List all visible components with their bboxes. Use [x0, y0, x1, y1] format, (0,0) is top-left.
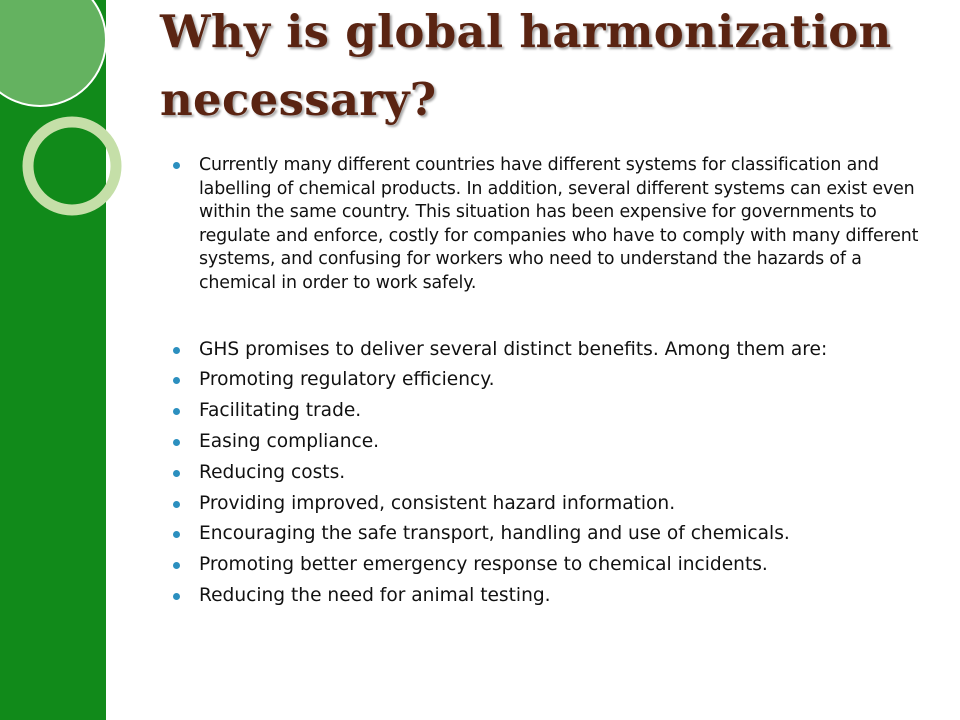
- bullet-item: [166, 365, 928, 396]
- bullet-dot-icon: [173, 408, 180, 415]
- bullet-text: Easing compliance.: [199, 430, 380, 452]
- bullet-dot-icon: [173, 347, 180, 354]
- bullet-item: [166, 396, 928, 427]
- bullet-text: Encouraging the safe transport, handling and use of chemicals.: [199, 523, 790, 545]
- bullet-text: Promoting regulatory efficiency.: [199, 369, 495, 391]
- ring-circle: [28, 122, 116, 210]
- bullet-item: [166, 335, 928, 366]
- bullet-dot-icon: [173, 531, 180, 538]
- bullet-text: Promoting better emergency response to chemical incidents.: [199, 554, 768, 576]
- bullet-item: [166, 550, 928, 581]
- bullet-dot-icon: [173, 377, 180, 384]
- bullet-item: [166, 489, 928, 520]
- bullet-dot-icon: [173, 439, 180, 446]
- bullet-item: [166, 519, 928, 550]
- bullet-paragraph: [166, 154, 928, 296]
- large-outline-circle: [0, 0, 106, 106]
- bullet-text: Reducing the need for animal testing.: [199, 584, 551, 606]
- bullet-text: Currently many different countries have different systems for classification and labelling of chemical products. In addition, several different systems can exist even within the same country. This situation has been expensive for governments to regulate and enforce, costly for companies who have to comply with many different systems, and confusing for workers who need to understand the hazards of a chemical in order to work safely.: [199, 155, 919, 293]
- bullet-list: [166, 154, 928, 612]
- bullet-item: [166, 458, 928, 489]
- decorative-circles: [0, 0, 180, 260]
- bullet-dot-icon: [173, 162, 180, 169]
- bullet-text: Providing improved, consistent hazard information.: [199, 492, 676, 514]
- bullet-dot-icon: [173, 470, 180, 477]
- bullet-dot-icon: [173, 562, 180, 569]
- bullet-text: Reducing costs.: [199, 461, 346, 483]
- bullet-item: [166, 427, 928, 458]
- bullet-text: Facilitating trade.: [199, 400, 362, 422]
- slide-body: [166, 154, 928, 612]
- bullet-dot-icon: [173, 501, 180, 508]
- bullet-item: [166, 581, 928, 612]
- slide-title: Why is global harmonization necessary?: [160, 5, 892, 126]
- bullet-dot-icon: [173, 593, 180, 600]
- bullet-text: GHS promises to deliver several distinct benefits. Among them are:: [199, 338, 828, 360]
